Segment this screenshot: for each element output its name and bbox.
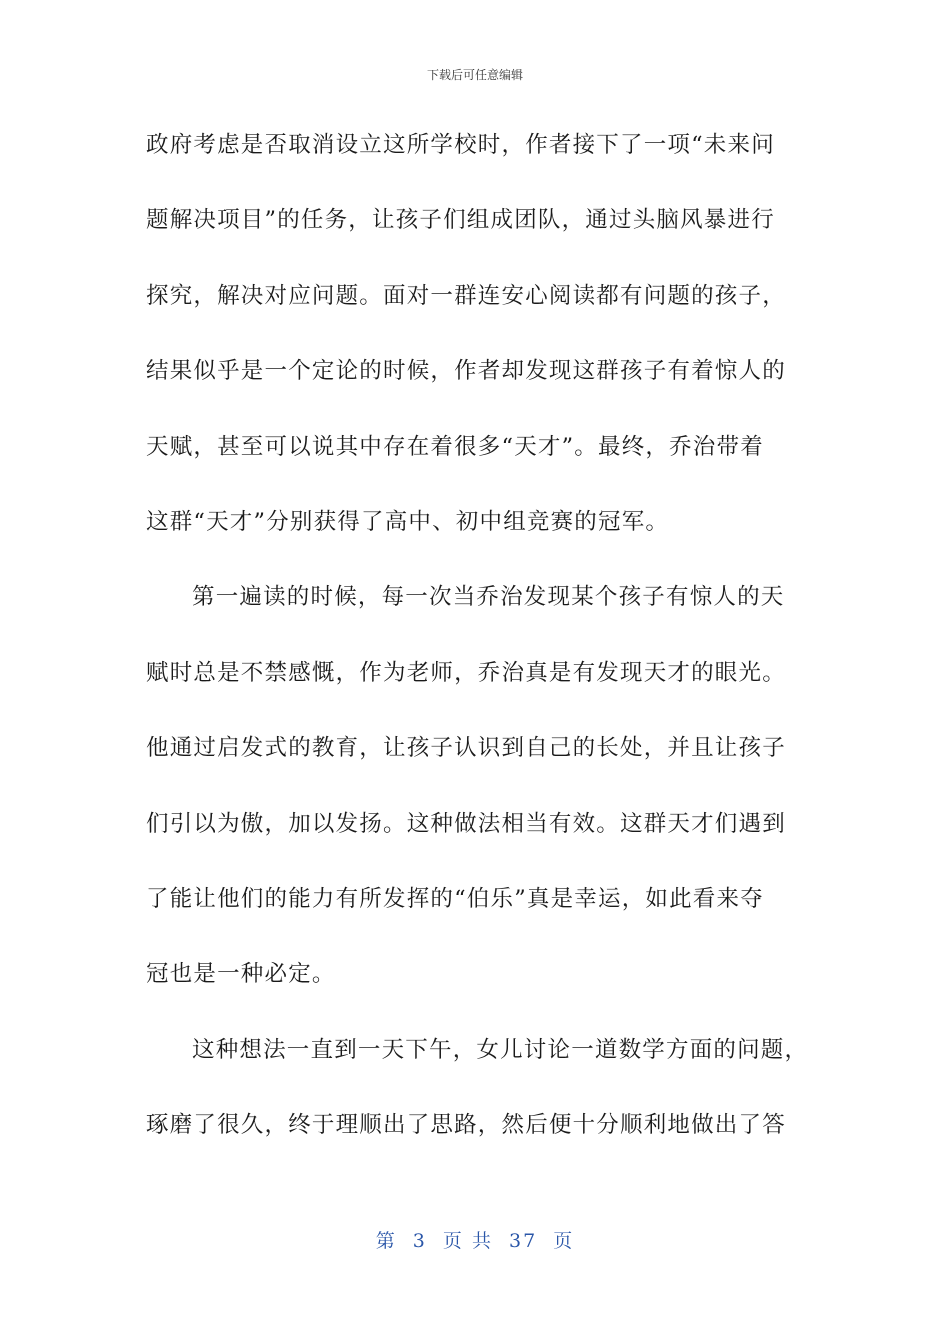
text-line-1: 政府考虑是否取消设立这所学校时，作者接下了一项“未来问 xyxy=(146,132,775,158)
text-line-14: 琢磨了很久，终于理顺出了思路，然后便十分顺利地做出了答 xyxy=(146,1112,786,1139)
page-footer xyxy=(0,1226,950,1253)
text-line-9: 他通过启发式的教育，让孩子认识到自己的长处，并且让孩子 xyxy=(146,735,786,762)
text-line-7: 第一遍读的时候，每一次当乔治发现某个孩子有惊人的天 xyxy=(192,584,785,611)
footer-total-pages: 37 xyxy=(509,1230,538,1252)
footer-middle: 页 共 xyxy=(442,1230,493,1252)
text-line-2: 题解决项目”的任务，让孩子们组成团队，通过头脑风暴进行 xyxy=(146,207,775,234)
page-header: 下载后可任意编辑 xyxy=(426,68,523,82)
footer-suffix: 页 xyxy=(553,1230,575,1252)
text-line-13: 这种想法一直到一天下午，女儿讨论一道数学方面的问题， xyxy=(192,1036,809,1063)
text-line-12: 冠也是一种必定。 xyxy=(146,961,336,988)
text-line-8: 赋时总是不禁感慨，作为老师，乔治真是有发现天才的眼光。 xyxy=(146,659,786,686)
text-line-10: 们引以为傲，加以发扬。这种做法相当有效。这群天才们遇到 xyxy=(146,810,786,837)
text-line-11: 了能让他们的能力有所发挥的“伯乐”真是幸运，如此看来夺 xyxy=(146,885,764,912)
text-line-4: 结果似乎是一个定论的时候，作者却发现这群孩子有着惊人的 xyxy=(146,358,786,385)
text-line-5: 天赋，甚至可以说其中存在着很多“天才”。最终，乔治带着 xyxy=(146,433,764,460)
text-line-6: 这群“天才”分别获得了高中、初中组竞赛的冠军。 xyxy=(146,508,670,535)
document-body xyxy=(146,126,809,1181)
footer-current-page: 3 xyxy=(412,1230,427,1252)
text-line-3: 探究，解决对应问题。面对一群连安心阅读都有问题的孩子， xyxy=(146,282,786,309)
footer-prefix: 第 xyxy=(375,1230,397,1252)
